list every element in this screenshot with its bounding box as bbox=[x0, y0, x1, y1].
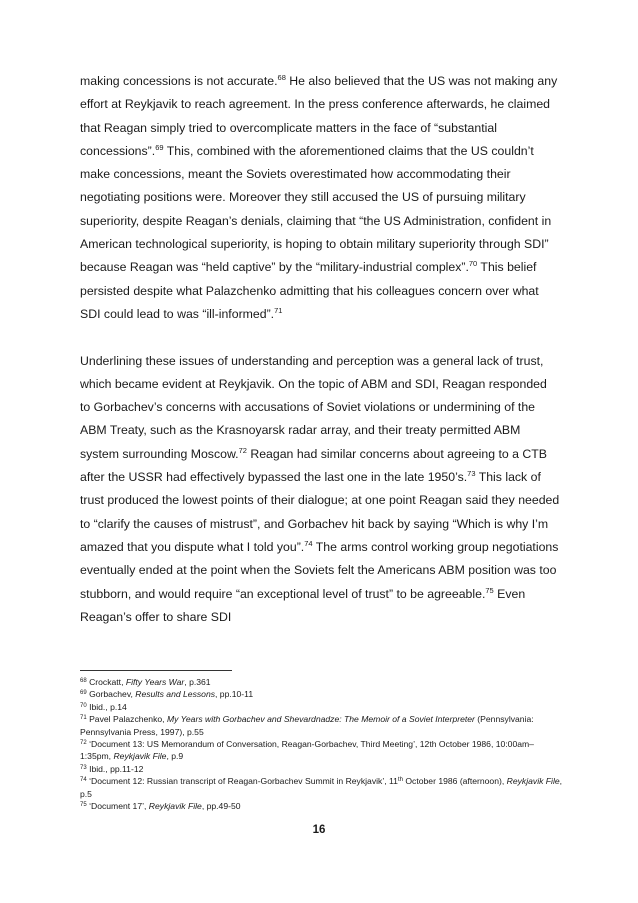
text-run: Ibid., pp.11-12 bbox=[86, 763, 144, 774]
text-run: This lack of trust produced the lowest points of their dialogue; at one point Reagan said they needed to “clarify the causes of mistrust”, and Gorbachev hit back by saying “Which is why I’m amazed that you dispute what I told you”. bbox=[80, 470, 560, 554]
text-run: ‘Document 12: Russian transcript of Reagan-Gorbachev Summit in Reykjavik’, 11 bbox=[86, 776, 398, 787]
title-italic: My Years with Gorbachev and Shevardnadze: The Memoir of a Soviet Interpreter bbox=[166, 714, 475, 725]
body-text bbox=[80, 70, 560, 629]
text-run: This, combined with the aforementioned claims that the US couldn’t make concessions, meant the Soviets overestimated how accommodating their negotiating positions were. Moreover they still accused the US of pursuing military superiority, despite Reagan’s denials, claiming that “the US Administration, confident in American technological superiority, is hoping to obtain military superiority through SDI” because Reagan was “held captive” by the “military-industrial complex”. bbox=[80, 143, 552, 275]
footnotes bbox=[80, 676, 564, 812]
text-run: Ibid., p.14 bbox=[86, 701, 127, 712]
footnote-74 bbox=[80, 775, 564, 800]
footnote-number: 71 bbox=[80, 715, 87, 722]
footnote-ref: 69 bbox=[155, 142, 164, 152]
footnote-69 bbox=[80, 688, 564, 700]
text-run: He also believed that the US was not making any effort at Reykjavik to reach agreement. In the press conference afterwards, he claimed that Reagan simply tried to overcomplicate matters in the face of “substantial concessions”. bbox=[80, 74, 558, 158]
title-italic: Results and Lessons bbox=[135, 689, 216, 700]
footnote-ref: th bbox=[397, 777, 403, 784]
footnote-ref: 72 bbox=[238, 445, 247, 455]
text-run: making concessions is not accurate. bbox=[80, 74, 278, 88]
footnote-number: 70 bbox=[80, 702, 87, 709]
footnote-73 bbox=[80, 763, 564, 775]
text-run: The arms control working group negotiations eventually ended at the point when the Soviets felt the Americans ABM position was too stubborn, and would require “an exceptional level of trust” to be agreeable. bbox=[80, 539, 559, 601]
footnote-ref: 70 bbox=[468, 259, 478, 269]
text-run: , p.361 bbox=[184, 677, 211, 687]
title-italic: Reykjavik File bbox=[506, 776, 560, 787]
footnote-number: 74 bbox=[80, 777, 87, 784]
text-run: , p.9 bbox=[166, 751, 184, 762]
footnote-72 bbox=[80, 738, 564, 763]
text-run: (Pennsylvania: Pennsylvania Press, 1997), p.55 bbox=[80, 714, 534, 737]
footnote-ref: 73 bbox=[467, 469, 476, 479]
footnote-ref: 68 bbox=[277, 73, 286, 82]
footnote-ref: 75 bbox=[485, 585, 494, 595]
footnote-number: 75 bbox=[80, 802, 87, 809]
text-run: October 1986 (afternoon), bbox=[402, 776, 507, 787]
text-run: Crockatt, bbox=[86, 677, 126, 687]
title-italic: Reykjavik File bbox=[148, 801, 202, 812]
text-run: , p.5 bbox=[80, 776, 563, 799]
footnote-ref: 71 bbox=[274, 305, 283, 315]
text-run: Underlining these issues of understanding and perception was a general lack of trust, which became evident at Reykjavik. On the topic of ABM and SDI, Reagan responded to Gorbachev’s concerns with accusations of Soviet violations or undermining of the ABM Treaty, such as the Krasnoyarsk radar array, and their treaty permitted ABM system surrounding Moscow. bbox=[80, 353, 547, 461]
footnote-70 bbox=[80, 701, 564, 713]
text-run: Gorbachev, bbox=[86, 689, 136, 700]
footnote-68 bbox=[80, 676, 564, 688]
footnote-number: 73 bbox=[80, 764, 87, 771]
footnote-75 bbox=[80, 800, 564, 812]
text-run: ‘Document 13: US Memorandum of Conversation, Reagan-Gorbachev, Third Meeting’, 12th October 1986, 10:00am–1:35pm, bbox=[80, 739, 534, 762]
footnote-number: 68 bbox=[80, 678, 87, 684]
footnote-number: 69 bbox=[80, 690, 87, 697]
text-run: Reagan had similar concerns about agreeing to a CTB after the USSR had effectively bypassed the last one in the late 1950’s. bbox=[80, 446, 547, 485]
text-run: This belief persisted despite what Palazchenko admitting that his colleagues concern over what SDI could lead to was “ill-informed”. bbox=[80, 260, 539, 321]
footnote-71 bbox=[80, 713, 564, 738]
text-run: , pp.10-11 bbox=[215, 689, 254, 700]
title-italic: Fifty Years War bbox=[125, 677, 185, 687]
page-number: 16 bbox=[312, 824, 326, 836]
paragraph-1 bbox=[80, 70, 560, 326]
text-run: Pavel Palazchenko, bbox=[86, 714, 167, 725]
footnote-separator bbox=[80, 670, 232, 671]
text-run: ‘Document 17’, bbox=[86, 801, 149, 812]
footnote-ref: 74 bbox=[304, 538, 313, 548]
title-italic: Reykjavik File bbox=[113, 751, 167, 762]
footnote-number: 72 bbox=[80, 740, 87, 747]
paragraph-2 bbox=[80, 350, 560, 630]
text-run: Even Reagan’s offer to share SDI bbox=[80, 586, 526, 624]
text-run: , pp.49-50 bbox=[201, 801, 241, 812]
